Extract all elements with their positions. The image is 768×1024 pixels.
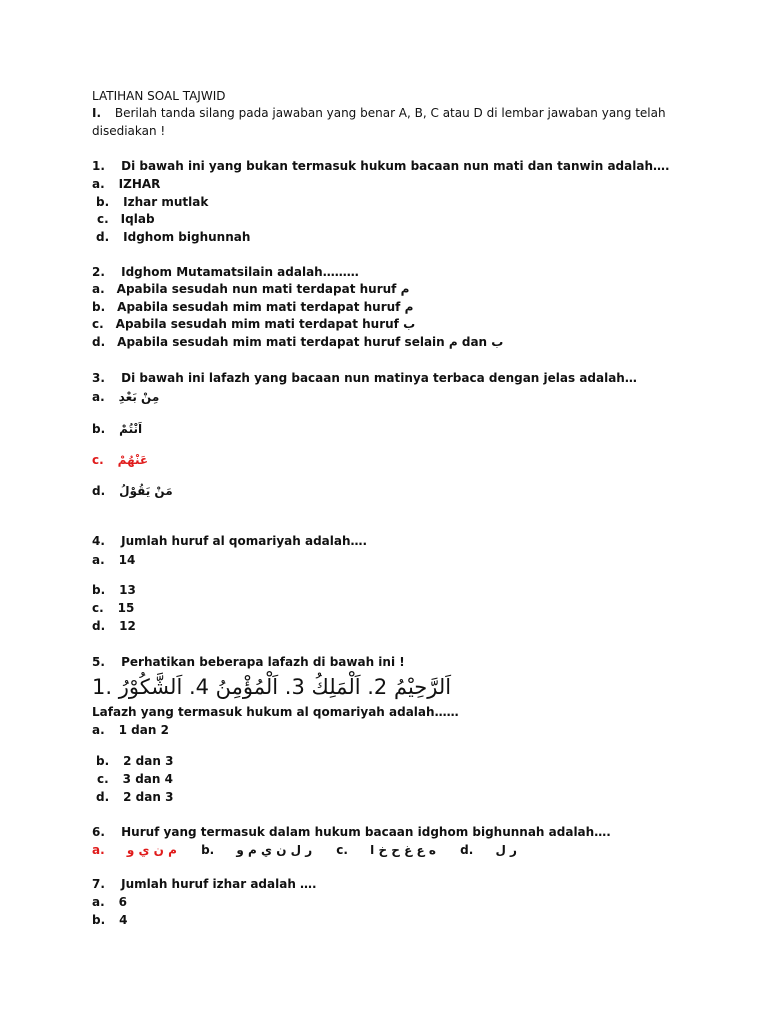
question-3: 3. Di bawah ini lafazh yang bacaan nun matinya terbaca dengan jelas adalah… — [92, 371, 637, 385]
q3-option-d[interactable]: d. مَنْ يَقُوْلُ — [92, 484, 173, 498]
page-title: LATIHAN SOAL TAJWID — [92, 89, 226, 103]
instruction — [92, 105, 666, 121]
q3-option-b[interactable]: b. اَنْتُمْ — [92, 422, 143, 436]
question-6-text: Huruf yang termasuk dalam hukum bacaan idghom bighunnah adalah…. — [121, 825, 611, 839]
q5-option-b[interactable]: b. 2 dan 3 — [96, 754, 174, 768]
question-1: 1. Di bawah ini yang bukan termasuk hukum bacaan nun mati dan tanwin adalah…. — [92, 159, 670, 173]
question-4: 4. Jumlah huruf al qomariyah adalah…. — [92, 534, 368, 548]
question-1-text: Di bawah ini yang bukan termasuk hukum bacaan nun mati dan tanwin adalah…. — [121, 159, 670, 173]
question-7-text: Jumlah huruf izhar adalah …. — [121, 877, 317, 891]
q2-option-c[interactable]: c. Apabila sesudah mim mati terdapat huruf ب — [92, 317, 416, 331]
q3-option-c[interactable]: c. عَنْهُمْ — [92, 453, 149, 467]
q1-option-b[interactable]: b. Izhar mutlak — [96, 195, 209, 209]
question-2: 2. Idghom Mutamatsilain adalah……… — [92, 265, 359, 279]
q6-option-c[interactable]: c. ه ع غ ح خ ا — [336, 843, 436, 857]
q1-option-c[interactable]: c. Iqlab — [97, 212, 155, 226]
question-2-text: Idghom Mutamatsilain adalah……… — [121, 265, 359, 279]
q5-option-c[interactable]: c. 3 dan 4 — [97, 772, 173, 786]
q2-option-a[interactable]: a. Apabila sesudah nun mati terdapat huruf م — [92, 282, 410, 296]
instruction-text-cont: disediakan ! — [92, 124, 166, 138]
q7-option-a[interactable]: a. 6 — [92, 895, 128, 909]
q1-option-a[interactable]: a. IZHAR — [92, 177, 161, 191]
q4-option-b[interactable]: b. 13 — [92, 583, 136, 597]
q4-option-d[interactable]: d. 12 — [92, 619, 136, 633]
q5-arabic-line: 1. اَلرَّحِيْمُ 2. اَلْمَلِكُ 3. اَلْمُؤْمِنُ 4. اَلشَّكُوْرُ — [92, 675, 452, 699]
q7-option-b[interactable]: b. 4 — [92, 913, 128, 927]
q6-option-d[interactable]: d. ر ل — [460, 843, 517, 857]
question-5: 5. Perhatikan beberapa lafazh di bawah ini ! — [92, 655, 405, 669]
q5-option-d[interactable]: d. 2 dan 3 — [96, 790, 174, 804]
question-6: 6. Huruf yang termasuk dalam hukum bacaan idghom bighunnah adalah…. — [92, 825, 611, 839]
question-5-text: Perhatikan beberapa lafazh di bawah ini ! — [121, 655, 405, 669]
question-3-text: Di bawah ini lafazh yang bacaan nun matinya terbaca dengan jelas adalah… — [121, 371, 637, 385]
q1-option-d[interactable]: d. Idghom bighunnah — [96, 230, 251, 244]
instruction-text: Berilah tanda silang pada jawaban yang benar A, B, C atau D di lembar jawaban yang telah — [114, 106, 666, 120]
q3-option-a[interactable]: a. مِنْ بَعْدِ — [92, 390, 160, 404]
q2-option-d[interactable]: d. Apabila sesudah mim mati terdapat huruf selain م dan ب — [92, 335, 504, 349]
q4-option-c[interactable]: c. 15 — [92, 601, 135, 615]
q4-option-a[interactable]: a. 14 — [92, 553, 136, 567]
q6-option-a[interactable]: a. م ن ي و — [92, 843, 177, 857]
question-4-text: Jumlah huruf al qomariyah adalah…. — [121, 534, 368, 548]
instruction-number: I. — [92, 106, 102, 120]
q5-option-a[interactable]: a. 1 dan 2 — [92, 723, 169, 737]
q6-option-b[interactable]: b. ر ل ن ي م و — [201, 843, 313, 857]
question-7: 7. Jumlah huruf izhar adalah …. — [92, 877, 317, 891]
q2-option-b[interactable]: b. Apabila sesudah mim mati terdapat huruf م — [92, 300, 414, 314]
question-5-subtext: Lafazh yang termasuk hukum al qomariyah adalah…… — [92, 705, 459, 719]
q6-options — [92, 842, 537, 858]
